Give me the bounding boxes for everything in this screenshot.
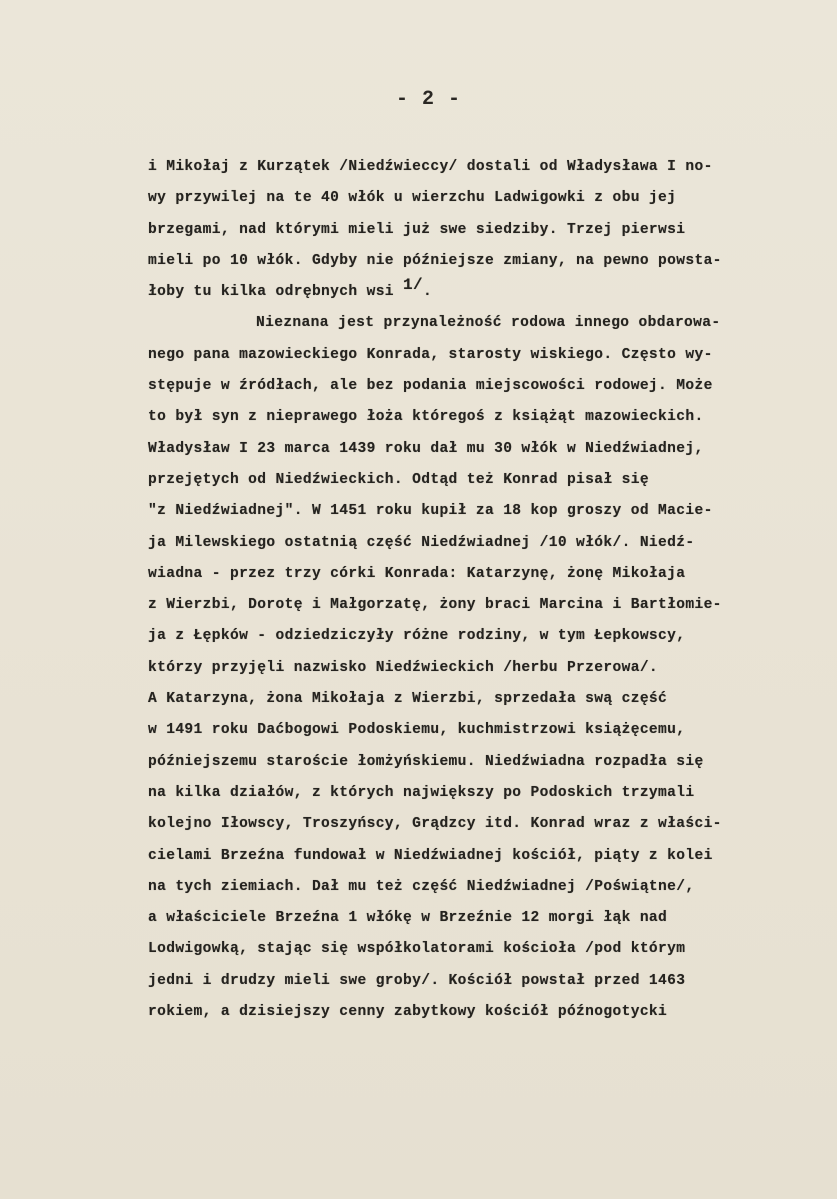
body-text bbox=[148, 152, 808, 1028]
text-line bbox=[148, 559, 808, 590]
text-line bbox=[148, 715, 808, 746]
text-line-content: i Mikołaj z Kurzątek /Niedźwieccy/ dostali od Władysława I no- bbox=[148, 159, 713, 175]
footnote-marker: 1/ bbox=[403, 276, 423, 295]
text-line bbox=[148, 778, 808, 809]
text-line-content: wy przywilej na te 40 włók u wierzchu Ladwigowki z obu jej bbox=[148, 190, 677, 207]
text-line bbox=[148, 934, 808, 965]
text-line-content: brzegami, nad którymi mieli już swe siedziby. Trzej pierwsi bbox=[148, 221, 686, 238]
text-line bbox=[148, 966, 808, 997]
text-line-content: Lodwigowką, stając się współkolatorami kościoła /pod którym bbox=[148, 941, 686, 958]
text-line-content: mieli po 10 włók. Gdyby nie późniejsze zmiany, na pewno powsta- bbox=[148, 252, 722, 269]
text-line bbox=[148, 215, 808, 246]
text-line bbox=[148, 872, 808, 903]
text-line-content: Nieznana jest przynależność rodowa innego obdarowa- bbox=[256, 315, 721, 332]
text-line-content: A Katarzyna, żona Mikołaja z Wierzbi, sprzedała swą część bbox=[148, 691, 668, 708]
text-line-content: ja Milewskiego ostatnią część Niedźwiadnej /10 włók/. Niedź- bbox=[148, 534, 695, 551]
text-line bbox=[148, 841, 808, 872]
text-line bbox=[148, 590, 808, 621]
text-line-content: nego pana mazowieckiego Konrada, starosty wiskiego. Często wy- bbox=[148, 346, 713, 363]
text-line bbox=[148, 747, 808, 778]
text-line-content: a właściciele Brzeźna 1 włókę w Brzeźnie 12 morgi łąk nad bbox=[148, 910, 668, 927]
text-line-content: to był syn z nieprawego łoża któregoś z książąt mazowieckich. bbox=[148, 409, 704, 426]
text-line-content: stępuje w źródłach, ale bez podania miejscowości rodowej. Może bbox=[148, 378, 713, 395]
text-line bbox=[148, 465, 808, 496]
text-line-content: którzy przyjęli nazwisko Niedźwieckich /herbu Przerowa/. bbox=[148, 659, 659, 676]
text-line-content: cielami Brzeźna fundował w Niedźwiadnej kościół, piąty z kolei bbox=[148, 847, 713, 864]
text-line bbox=[148, 528, 808, 559]
text-line-content: łoby tu kilka odrębnych wsi bbox=[148, 284, 394, 301]
text-line bbox=[148, 340, 808, 371]
text-line-content: na kilka działów, z których największy po Podoskich trzymali bbox=[148, 784, 695, 801]
text-line bbox=[148, 496, 808, 527]
text-line bbox=[148, 903, 808, 934]
text-line-content: z Wierzbi, Dorotę i Małgorzatę, żony braci Marcina i Bartłomie- bbox=[148, 597, 722, 614]
text-line bbox=[148, 308, 808, 339]
text-line bbox=[148, 809, 808, 840]
text-line-content: przejętych od Niedźwieckich. Odtąd też Konrad pisał się bbox=[148, 471, 649, 488]
text-line bbox=[148, 402, 808, 433]
text-line-content: późniejszemu staroście łomżyńskiemu. Niedźwiadna rozpadła się bbox=[148, 753, 704, 770]
text-line-suffix: . bbox=[422, 284, 433, 301]
text-line-content: ja z Łępków - odziedziczyły różne rodziny, w tym Łepkowscy, bbox=[148, 628, 686, 645]
text-line bbox=[148, 371, 808, 402]
text-line bbox=[148, 434, 808, 465]
text-line bbox=[148, 997, 808, 1028]
text-line bbox=[148, 183, 808, 214]
text-line-content: jedni i drudzy mieli swe groby/. Kościół powstał przed 1463 bbox=[148, 972, 686, 989]
text-line-content: kolejno Iłowscy, Troszyńscy, Grądzcy itd. Konrad wraz z właści- bbox=[148, 816, 722, 833]
text-line bbox=[148, 653, 808, 684]
text-line-content: wiadna - przez trzy córki Konrada: Katarzynę, żonę Mikołaja bbox=[148, 565, 686, 582]
text-line bbox=[148, 621, 808, 652]
text-line-content: rokiem, a dzisiejszy cenny zabytkowy kościół późnogotycki bbox=[148, 1004, 668, 1021]
text-line bbox=[148, 152, 808, 183]
text-line bbox=[148, 684, 808, 715]
page-number: - 2 - bbox=[395, 88, 461, 111]
text-line bbox=[148, 246, 808, 277]
text-line-content: w 1491 roku Daćbogowi Podoskiemu, kuchmistrzowi książęcemu, bbox=[148, 722, 686, 739]
text-line-content: Władysław I 23 marca 1439 roku dał mu 30 włók w Niedźwiadnej, bbox=[148, 440, 704, 457]
text-line bbox=[148, 277, 808, 308]
text-line-content: na tych ziemiach. Dał mu też część Niedźwiadnej /Poświątne/, bbox=[148, 878, 695, 895]
text-line-content: "z Niedźwiadnej". W 1451 roku kupił za 18 kop groszy od Macie- bbox=[148, 503, 713, 520]
